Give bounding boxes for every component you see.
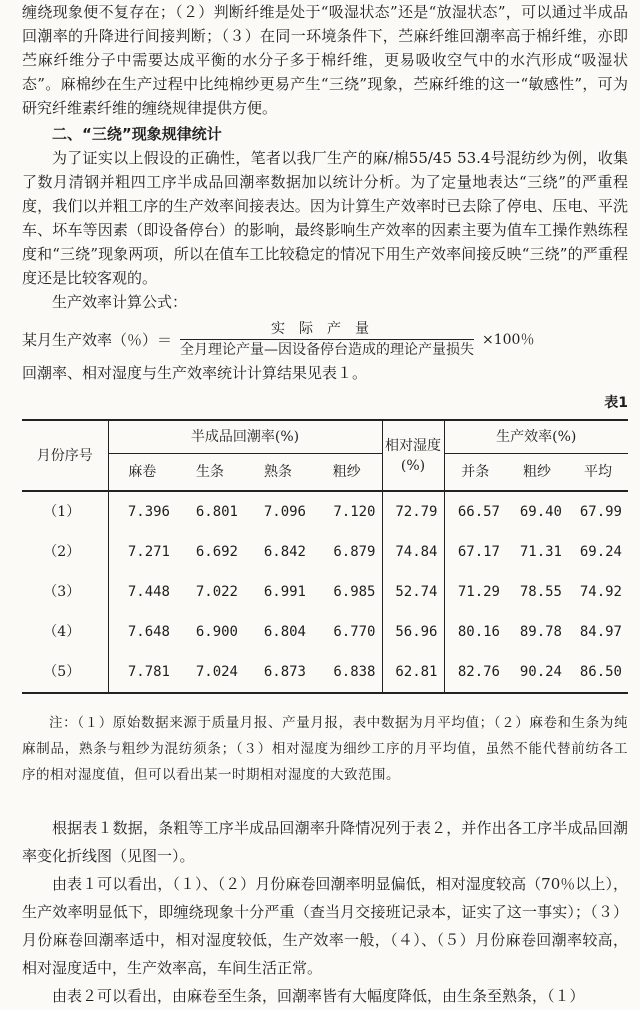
table-cell: 52.74 [382,572,444,612]
table-cell: 6.985 [312,572,382,612]
table-cell: 6.801 [195,504,238,520]
formula-denominator: 全月理论产量—因设备停台造成的理论产量损失 [180,342,475,358]
body-paragraph: 由表２可以看出，由麻卷至生条，回潮率皆有大幅度降低，由生条至熟条，（１） [52,987,585,1005]
header-month: 月份序号 [22,420,108,491]
table-row [22,572,628,612]
table-cell: 7.271 [127,544,170,560]
table-cell: 6.804 [263,624,306,640]
table-cell: 6.842 [263,544,306,560]
table-cell: 69.24 [579,544,622,560]
table-cell: 7.781 [108,652,176,693]
header-sub: 平均 [568,454,628,492]
table-cell: 56.96 [382,612,444,652]
table-cell: 74.92 [579,584,622,600]
table-intro: 回潮率、相对湿度与生产效率统计计算结果见表１。 [22,364,368,382]
table-cell: 71.29 [457,584,500,600]
table-cell: 6.879 [312,532,382,572]
table-row [22,652,628,693]
table-cell: 86.50 [568,652,628,693]
cell-month: （3） [22,572,108,612]
table-caption: 表1 [604,395,628,411]
table-cell: 66.57 [457,504,500,520]
table-cell: 89.78 [519,624,562,640]
table-cell: 7.024 [176,652,244,693]
table-cell: 7.096 [263,504,306,520]
header-sub: 生条 [176,454,244,492]
header-sub: 麻卷 [108,454,176,492]
table-cell: 69.40 [519,504,562,520]
header-moisture-group: 半成品回潮率(%) [108,420,382,454]
table-cell: 82.76 [444,652,506,693]
table-row [22,532,628,572]
table-cell: 7.120 [312,491,382,532]
table-row [22,612,628,652]
table-cell: 80.16 [457,624,500,640]
body-paragraph: 由表１可以看出，（１）、（２）月份麻卷回潮率明显偏低，相对湿度较高（70％以上），生产效率明显低下，即缠绕现象十分严重（查当月交接班记录本，证实了这一事实）；（３）月份麻卷回潮率适中，相对湿度较低，生产效率一般，（４）、（５）月份麻卷回潮率较高，相对湿度适中，生产效率高，车间生活正常。 [22,875,628,977]
table-cell: 6.770 [312,612,382,652]
table-cell: 7.022 [195,584,238,600]
table-cell: 67.17 [457,544,500,560]
header-sub: 并条 [444,454,506,492]
table-cell: 7.396 [127,504,170,520]
header-efficiency-group: 生产效率(%) [444,420,628,454]
cell-month: （4） [22,612,108,652]
table-cell: 7.648 [127,624,170,640]
section-heading: 二、“三绕”现象规律统计 [52,125,222,143]
table-cell: 6.991 [263,584,306,600]
table-cell: 72.79 [382,491,444,532]
efficiency-formula [22,320,628,359]
body-paragraph: 为了证实以上假设的正确性，笔者以我厂生产的麻/棉55/45 53.4号混纺纱为例，收集了数月清钢并粗四工序半成品回潮率数据加以统计分析。为了定量地表达“三绕”的严重程度，我们以并粗工序的生产效率间接表达。因为计算生产效率时已去除了停电、压电、平洗车、坏车等因素（即设备停台）的影响，最终影响生产效率的因素主要为值车工操作熟练程度和“三绕”现象两项，所以在值车工比较稳定的情况下用生产效率间接反映“三绕”的严重程度还是比较客观的。 [22,149,628,287]
table-cell: 62.81 [382,652,444,693]
cell-month: （2） [22,532,108,572]
fraction-bar [180,339,474,340]
header-humidity: 相对湿度(%) [382,420,444,491]
formula-numerator: 实际产量 [271,321,384,337]
cell-month: （1） [22,491,108,532]
table-cell: 6.900 [195,624,238,640]
body-bottom [22,814,628,1010]
table-cell: 6.838 [312,652,382,693]
table-cell: 71.31 [519,544,562,560]
document-page [22,0,628,1010]
body-paragraph: 缠绕现象便不复存在；（２）判断纤维是处于“吸湿状态”还是“放湿状态”，可以通过半成品回潮率的升降进行间接判断；（３）在同一环境条件下，苎麻纤维回潮率高于棉纤维，亦即苎麻纤维分子中需要达成平衡的水分子多于棉纤维，更易吸收空气中的水汽形成“吸湿状态”。麻棉纱在生产过程中比纯棉纱更易产生“三绕”现象，苎麻纤维的这一“敏感性”，可为研究纤维素纤维的缠绕规律提供方便。 [22,3,628,117]
cell-month: （5） [22,652,108,693]
table-cell: 74.84 [382,532,444,572]
header-sub: 粗纱 [312,454,382,492]
table-cell: 84.97 [579,624,622,640]
table-cell: 7.448 [127,584,170,600]
formula-intro: 生产效率计算公式： [52,293,188,311]
table-note: 注：（１）原始数据来源于质量月报、产量月报，表中数据为月平均值；（２）麻卷和生条为纯麻制品，熟条与粗纱为混纺须条；（３）相对湿度为细纱工序的月平均值，虽然不能代替前纺各工序的相对湿度值，但可以看出某一时期相对湿度的大致范围。 [22,715,628,783]
table-cell: 6.692 [195,544,238,560]
table-cell: 6.873 [244,652,312,693]
formula-fraction [180,320,474,359]
table-cell: 78.55 [519,584,562,600]
body-paragraph: 根据表１数据，条粗等工序半成品回潮率升降情况列于表２，并作出各工序半成品回潮率变化折线图（见图一）。 [22,819,628,865]
header-sub: 熟条 [244,454,312,492]
table-row [22,491,628,532]
table-cell: 90.24 [506,652,568,693]
header-sub: 粗纱 [506,454,568,492]
table-cell: 67.99 [579,504,622,520]
formula-multiplier: ×100％ [482,331,535,348]
formula-lhs: 某月生产效率（％）＝ [22,330,173,349]
data-table [22,419,628,694]
